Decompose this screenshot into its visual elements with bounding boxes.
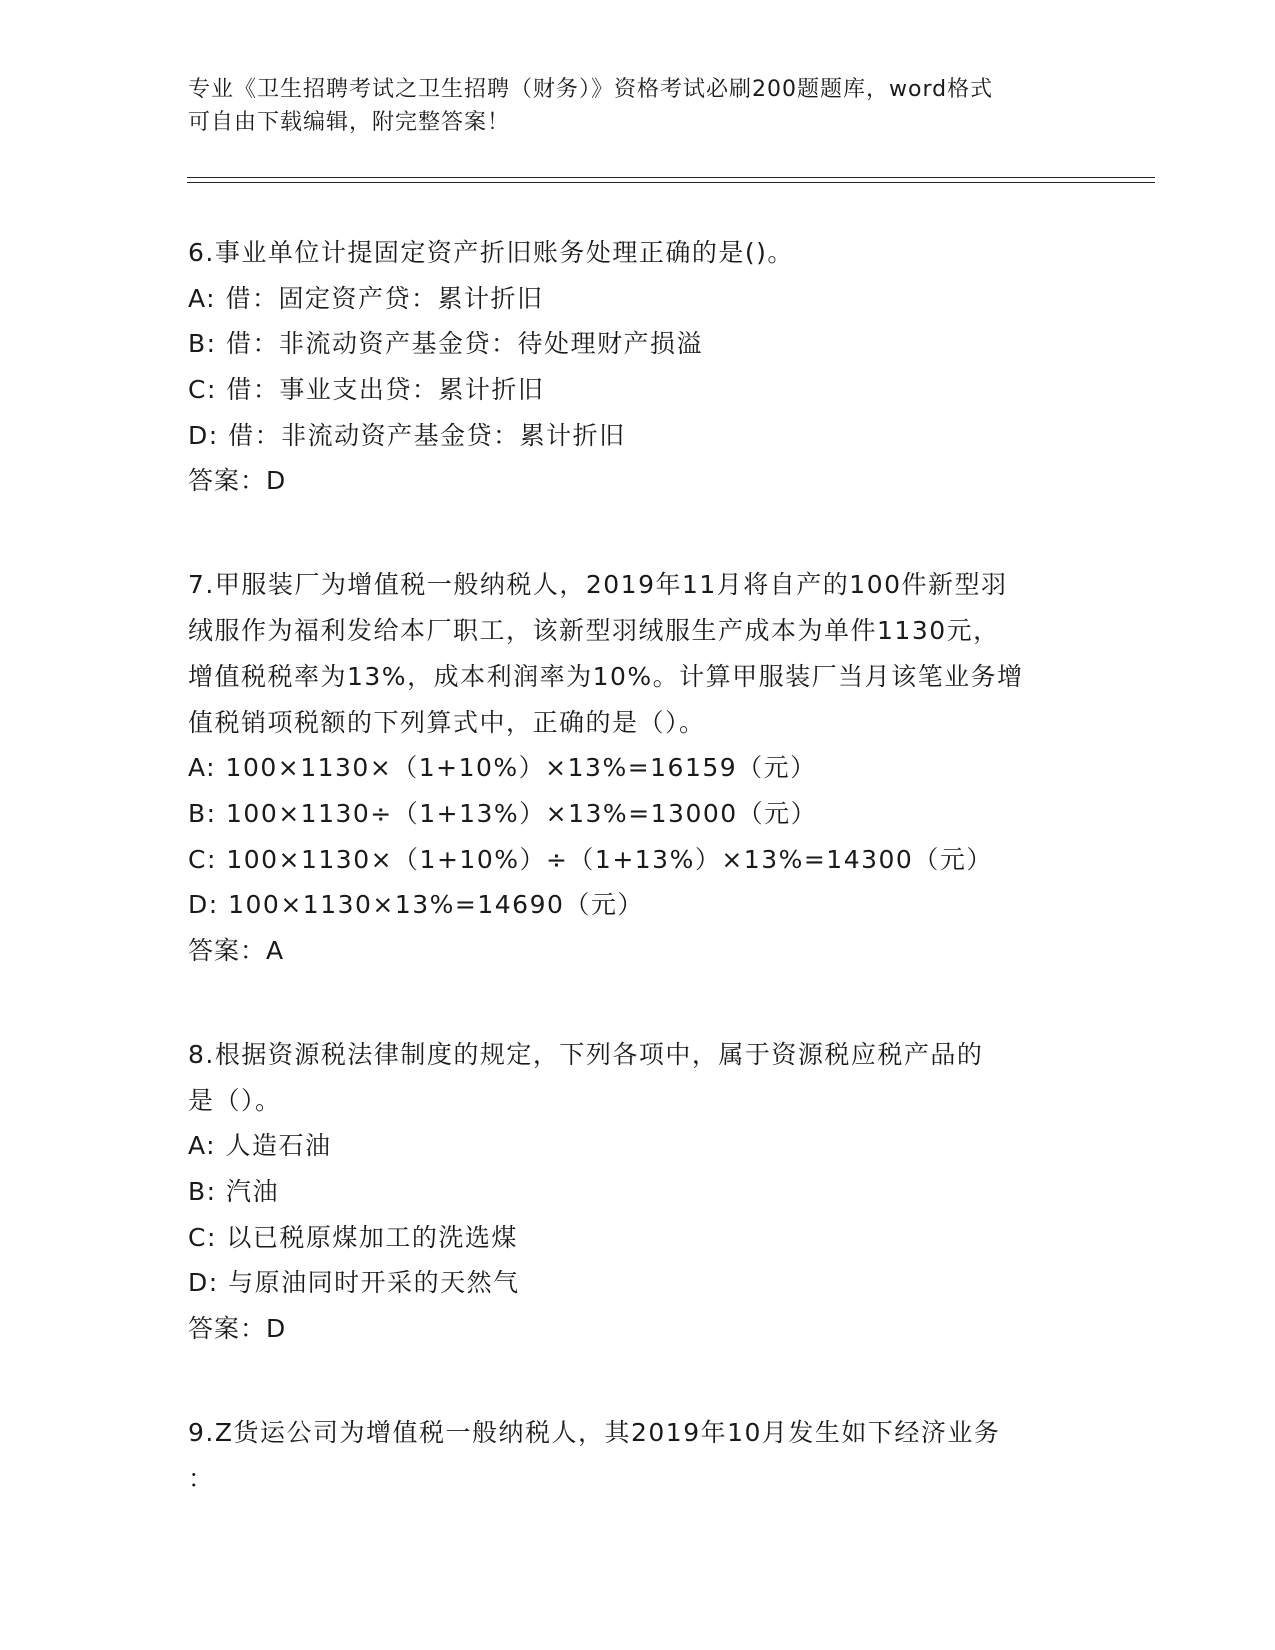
answer-text: 答案：D (188, 466, 287, 496)
option-c: C: 以已税原煤加工的洗选煤 (188, 1222, 518, 1252)
header-divider-bottom (187, 182, 1155, 183)
answer-text: 答案：A (188, 935, 285, 965)
option-d: D: 100×1130×13%=14690（元） (188, 890, 644, 920)
question-text: 绒服作为福利发给本厂职工，该新型羽绒服生产成本为单件1130元， (188, 616, 1000, 646)
question-block (188, 230, 1088, 504)
question-text: 是（）。 (188, 1085, 282, 1115)
question-text: ： (188, 1463, 215, 1493)
question-text: 8.根据资源税法律制度的规定，下列各项中，属于资源税应税产品的 (188, 1039, 984, 1069)
option-b: B: 汽油 (188, 1177, 280, 1206)
option-c: C: 100×1130×（1+10%）÷（1+13%）×13%=14300（元） (188, 844, 993, 874)
option-a: A: 100×1130×（1+10%）×13%=16159（元） (188, 753, 817, 783)
question-text: 值税销项税额的下列算式中，正确的是（）。 (188, 707, 706, 737)
answer-text: 答案：D (188, 1314, 287, 1344)
option-a: A: 人造石油 (188, 1131, 332, 1161)
option-c: C: 借：事业支出贷：累计折旧 (188, 375, 545, 405)
question-text: 增值税税率为13%，成本利润率为10%。计算甲服装厂当月该笔业务增 (188, 661, 1024, 691)
question-text: 7.甲服装厂为增值税一般纳税人，2019年11月将自产的100件新型羽 (188, 570, 1008, 600)
question-block (188, 1410, 1088, 1501)
option-b: B: 100×1130÷（1+13%）×13%=13000（元） (188, 798, 818, 828)
question-text: 6.事业单位计提固定资产折旧账务处理正确的是()。 (188, 238, 794, 267)
header-line-1: 专业《卫生招聘考试之卫生招聘（财务）》资格考试必刷200题题库，word格式 (188, 77, 994, 102)
option-d: D: 借：非流动资产基金贷：累计折旧 (188, 420, 626, 450)
option-b: B: 借：非流动资产基金贷：待处理财产损溢 (188, 329, 704, 359)
question-block (188, 1032, 1088, 1352)
question-list (188, 230, 1088, 1561)
header-divider-top (187, 177, 1155, 178)
header-line-2: 可自由下载编辑，附完整答案！ (188, 110, 511, 135)
question-block (188, 562, 1088, 974)
question-text: 9.Z货运公司为增值税一般纳税人，其2019年10月发生如下经济业务 (188, 1418, 1001, 1448)
option-d: D: 与原油同时开采的天然气 (188, 1268, 520, 1298)
document-header (188, 73, 1088, 139)
option-a: A: 借：固定资产贷：累计折旧 (188, 283, 544, 313)
